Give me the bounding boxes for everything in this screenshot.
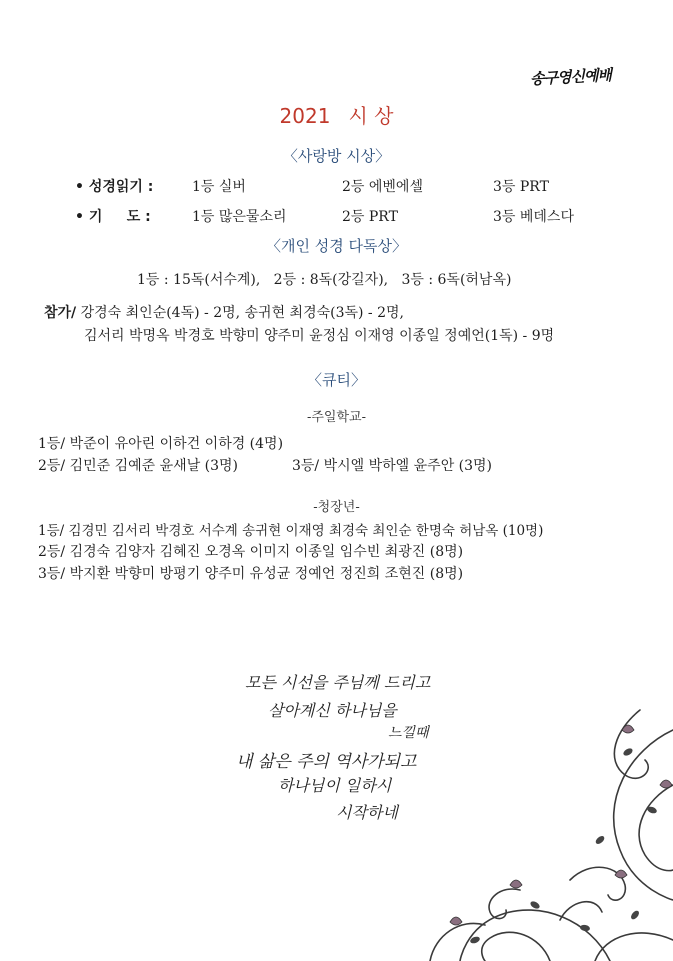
second-place: 2등 에벤에셀 (342, 179, 423, 195)
page-title (0, 100, 673, 129)
row-label: • 성경읽기 : (75, 179, 154, 195)
sunday-school-third: 3등/ 박시엘 박하엘 윤주안 (3명) (292, 458, 493, 474)
first-place: 1등 많은물소리 (192, 209, 287, 225)
swirl-ornament-icon (390, 690, 673, 961)
personal-winners: 1등 : 15독(서수계), 2등 : 8독(강길자), 3등 : 6독(허남옥) (137, 272, 512, 288)
poem-line-1: 모든 시선을 주님께 드리고 (245, 673, 431, 692)
qt-heading: 〈큐티〉 (307, 371, 366, 389)
third-place: 3등 PRT (493, 179, 549, 195)
sarangbang-heading: 〈사랑방 시상〉 (282, 147, 391, 165)
participants-text-1: 강경숙 최인순(4독) - 2명, 송귀현 최경숙(3독) - 2명, (76, 305, 404, 321)
title-year: 2021 (279, 104, 331, 128)
youth-first: 1등/ 김경민 김서리 박경호 서수계 송귀현 이재영 최경숙 최인순 한명숙 허남옥 (10명) (38, 523, 544, 539)
sunday-school-heading: -주일학교- (306, 410, 367, 425)
first-place: 1등 실버 (192, 179, 246, 195)
worship-logo: 송구영신예배 (529, 65, 612, 89)
bible-reading-row (75, 176, 595, 196)
participants-label: 참가/ (44, 305, 77, 321)
poem-line-4: 내 삶은 주의 역사가되고 (236, 752, 417, 772)
title-text: 시 상 (348, 104, 394, 128)
prayer-row (75, 206, 595, 226)
youth-second: 2등/ 김경숙 김양자 김혜진 오경옥 이미지 이종일 임수빈 최광진 (8명) (38, 544, 464, 560)
second-place: 2등 PRT (342, 209, 398, 225)
participants-line-1 (44, 302, 404, 322)
sunday-school-first: 1등/ 박준이 유아린 이하건 이하경 (4명) (38, 436, 284, 452)
personal-reading-heading: 〈개인 성경 다독상〉 (266, 237, 407, 255)
poem-line-2: 살아계신 하나님을 (268, 701, 397, 720)
poem-line-3: 느낄때 (388, 725, 429, 741)
poem-line-5: 하나님이 일하시 (278, 776, 392, 795)
youth-third: 3등/ 박지환 박향미 방평기 양주미 유성균 정예언 정진희 조현진 (8명) (38, 566, 464, 582)
third-place: 3등 베데스다 (493, 209, 574, 225)
poem-line-6: 시작하네 (336, 803, 398, 822)
participants-line-2: 김서리 박명옥 박경호 박향미 양주미 윤정심 이재영 이종일 정예언(1독) - 9명 (84, 328, 555, 344)
youth-heading: -청장년- (313, 500, 360, 515)
row-label: • 기 도 : (75, 209, 151, 225)
sunday-school-second: 2등/ 김민준 김예준 윤새날 (3명) (38, 458, 239, 474)
